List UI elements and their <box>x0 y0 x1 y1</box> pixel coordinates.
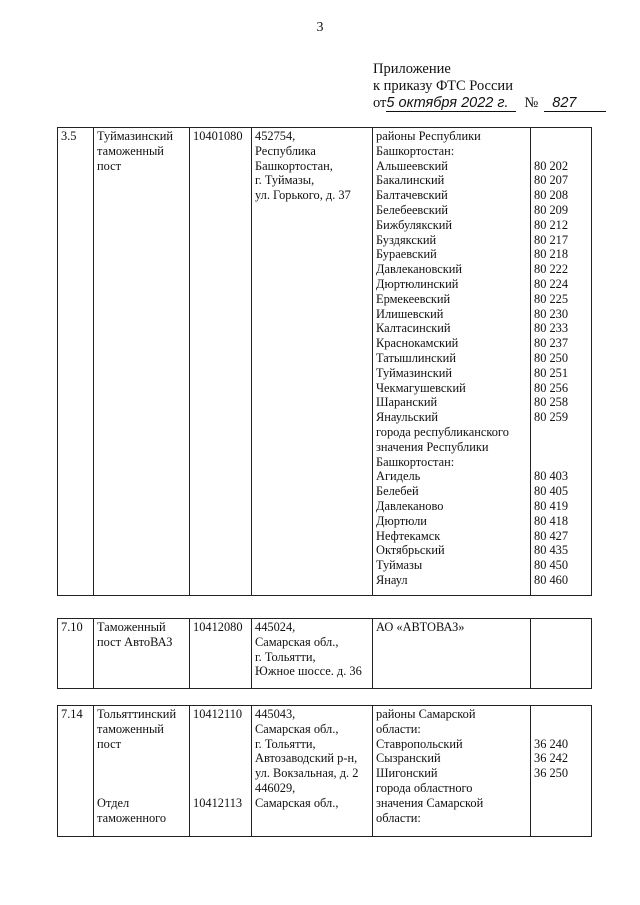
order-date: 5 октября 2022 г. <box>386 95 516 112</box>
territory-name: Балтачевский <box>376 188 448 203</box>
territory-name: области: <box>376 721 421 736</box>
oktmo-code: 80 259 <box>534 410 569 425</box>
oktmo-code: 80 418 <box>534 513 569 528</box>
oktmo-code: 80 256 <box>534 380 569 395</box>
oktmo-code: 80 230 <box>534 306 569 321</box>
post-name-line: таможенный <box>97 721 164 736</box>
address-line: 452754, <box>255 129 296 143</box>
territory-name: города областного <box>376 780 473 795</box>
post-name-line: таможенного <box>97 810 167 825</box>
post-name-line <box>97 781 189 796</box>
territory-name: Белебей <box>376 484 419 499</box>
post-address-cell <box>252 128 373 596</box>
territory-name: Нефтекамск <box>376 528 441 543</box>
oktmo-code: 80 419 <box>534 498 569 513</box>
territory-name: Ермекеевский <box>376 291 451 306</box>
post-name-line <box>97 751 189 766</box>
oktmo-code <box>534 796 591 811</box>
territory-name: Башкортостан: <box>376 143 455 158</box>
territory-name: Бижбулякский <box>376 217 453 232</box>
territory-table-7-14 <box>57 705 592 837</box>
oktmo-code: 80 207 <box>534 173 569 188</box>
oktmo-code: 80 450 <box>534 558 569 573</box>
territory-name: Сызранский <box>376 751 441 766</box>
territory-list-cell <box>373 706 531 837</box>
post-name-line: таможенный <box>97 143 164 158</box>
oktmo-code-cell <box>531 128 592 596</box>
territory-name: Татышлинский <box>376 350 456 365</box>
post-name-line: пост <box>97 158 122 173</box>
oktmo-code: 80 258 <box>534 395 569 410</box>
territory-name: Чекмагушевский <box>376 380 466 395</box>
oktmo-code: 36 242 <box>534 751 569 766</box>
row-number-cell <box>58 128 94 596</box>
address-line: Башкортостан, <box>255 158 333 173</box>
oktmo-code <box>534 811 591 826</box>
territory-name: Калтасинский <box>376 321 451 336</box>
address-line: Республика <box>255 143 316 158</box>
oktmo-code: 80 225 <box>534 291 569 306</box>
post-code-cell <box>190 128 252 596</box>
territory-name: города республиканского <box>376 424 509 439</box>
oktmo-code: 80 217 <box>534 232 569 247</box>
territory-name: Бакалинский <box>376 173 445 188</box>
territory-name: Шаранский <box>376 395 438 410</box>
post-code: 10401080 <box>193 129 243 143</box>
post-name-cell <box>94 619 190 689</box>
table-row <box>58 128 592 596</box>
address-line: г. Тольятти, <box>255 736 316 751</box>
territory-name: Краснокамский <box>376 336 459 351</box>
order-number: 827 <box>544 95 606 112</box>
territory-name: области: <box>376 810 421 825</box>
address-line: 445024, <box>255 620 296 634</box>
date-prefix: от <box>373 95 387 111</box>
post-name-line: пост АвтоВАЗ <box>97 634 173 649</box>
number-sign: № <box>524 95 539 111</box>
post-name-cell <box>94 706 190 837</box>
post-name-line: Туймазинский <box>97 129 173 143</box>
oktmo-code <box>534 781 591 796</box>
territory-name: Дюртюлинский <box>376 276 459 291</box>
post-code-cell <box>190 706 252 837</box>
row-number: 3.5 <box>61 129 77 143</box>
territory-name: значения Самарской <box>376 795 484 810</box>
oktmo-code: 80 212 <box>534 217 569 232</box>
oktmo-code-cell <box>531 706 592 837</box>
territory-name: Давлеканово <box>376 498 444 513</box>
appendix-title: Приложение <box>373 61 451 77</box>
oktmo-code: 80 405 <box>534 484 569 499</box>
oktmo-code: 80 250 <box>534 350 569 365</box>
address-line: ул. Горького, д. 37 <box>255 188 351 203</box>
oktmo-code: 80 218 <box>534 247 569 262</box>
table-row <box>58 619 592 689</box>
territory-list-cell <box>373 619 531 689</box>
address-line: г. Туймазы, <box>255 173 315 188</box>
territory-table-3-5 <box>57 127 592 596</box>
post-name-line <box>97 766 189 781</box>
page-number: 3 <box>316 20 324 35</box>
row-number-cell <box>58 619 94 689</box>
territory-list-cell <box>373 128 531 596</box>
territory-name: Буздякский <box>376 232 437 247</box>
post-code: 10412110 <box>193 707 243 721</box>
oktmo-code <box>534 129 591 144</box>
oktmo-code: 80 251 <box>534 365 569 380</box>
territory-name: Туймазы <box>376 558 423 573</box>
oktmo-code <box>534 707 591 722</box>
territory-name: Ставропольский <box>376 736 463 751</box>
territory-name: Янаул <box>376 572 408 587</box>
post-code: 10412113 <box>193 795 243 810</box>
table-row <box>58 706 592 837</box>
order-date-line <box>373 95 606 112</box>
address-line: Южное шоссе. д. 36 <box>255 664 362 679</box>
oktmo-code: 80 233 <box>534 321 569 336</box>
territory-name: Бураевский <box>376 247 437 262</box>
post-code: 10412080 <box>193 620 243 634</box>
oktmo-code-cell <box>531 619 592 689</box>
territory-name: районы Республики <box>376 129 481 143</box>
territory-name: АО «АВТОВАЗ» <box>376 620 465 634</box>
row-number-cell <box>58 706 94 837</box>
address-line: Самарская обл., <box>255 634 339 649</box>
oktmo-code: 80 427 <box>534 528 569 543</box>
territory-name: Илишевский <box>376 306 444 321</box>
territory-name: Дюртюли <box>376 513 427 528</box>
oktmo-code: 36 240 <box>534 736 569 751</box>
address-line: Самарская обл., <box>255 795 339 810</box>
post-name-line: Отдел <box>97 795 130 810</box>
oktmo-code: 80 224 <box>534 276 569 291</box>
post-address-cell <box>252 619 373 689</box>
address-line: Автозаводский р-н, <box>255 751 358 766</box>
order-reference: к приказу ФТС России <box>373 78 513 94</box>
territory-name: Давлекановский <box>376 262 463 277</box>
territory-name: Альшеевский <box>376 158 448 173</box>
oktmo-code <box>534 440 591 455</box>
address-line: Самарская обл., <box>255 721 339 736</box>
post-name-line: Тольяттинский <box>97 707 177 721</box>
territory-name: Туймазинский <box>376 365 452 380</box>
oktmo-code <box>534 620 591 635</box>
oktmo-code <box>534 455 591 470</box>
oktmo-code <box>534 722 591 737</box>
address-line: ул. Вокзальная, д. 2 <box>255 766 359 781</box>
oktmo-code: 80 208 <box>534 188 569 203</box>
territory-name: Белебеевский <box>376 202 448 217</box>
territory-name: значения Республики <box>376 439 489 454</box>
address-line: г. Тольятти, <box>255 649 316 664</box>
row-number: 7.10 <box>61 620 83 634</box>
oktmo-code: 80 202 <box>534 158 569 173</box>
oktmo-code <box>534 144 591 159</box>
oktmo-code: 80 435 <box>534 543 569 558</box>
post-name-line: Таможенный <box>97 620 166 634</box>
territory-name: Башкортостан: <box>376 454 455 469</box>
territory-name: Агидель <box>376 469 421 484</box>
post-name-cell <box>94 128 190 596</box>
territory-name: Шигонский <box>376 766 438 781</box>
row-number: 7.14 <box>61 707 83 721</box>
address-line: 445043, <box>255 707 296 721</box>
territory-name: районы Самарской <box>376 707 476 721</box>
territory-table-7-10 <box>57 618 592 689</box>
post-name-line: пост <box>97 736 122 751</box>
oktmo-code <box>534 425 591 440</box>
territory-name: Янаульский <box>376 410 439 425</box>
oktmo-code: 80 403 <box>534 469 569 484</box>
address-line: 446029, <box>255 780 296 795</box>
oktmo-code: 36 250 <box>534 766 569 781</box>
oktmo-code: 80 237 <box>534 336 569 351</box>
post-code-cell <box>190 619 252 689</box>
oktmo-code: 80 209 <box>534 202 569 217</box>
post-address-cell <box>252 706 373 837</box>
territory-name: Октябрьский <box>376 543 445 558</box>
oktmo-code: 80 222 <box>534 262 569 277</box>
oktmo-code: 80 460 <box>534 572 569 587</box>
